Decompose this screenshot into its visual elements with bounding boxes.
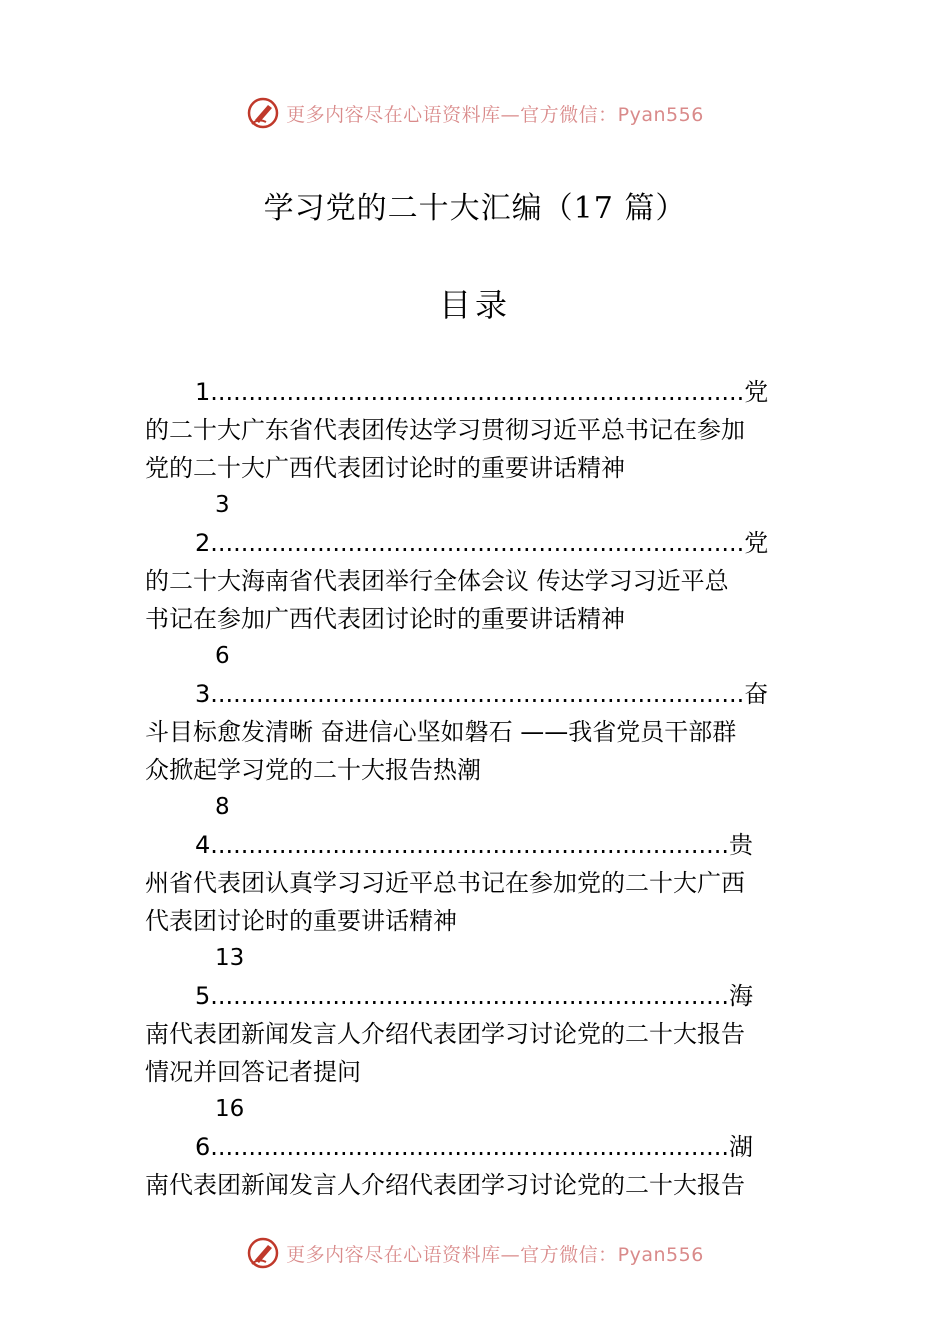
toc-entry-3[interactable] (145, 675, 845, 826)
watermark-handle: Pyan556 (617, 103, 704, 126)
toc-entry-text: 的二十大海南省代表团举行全体会议 传达学习习近平总 (145, 567, 729, 595)
watermark-text: 更多内容尽在心语资料库—官方微信：Pyan556 (286, 1243, 704, 1266)
toc-entry-lead: 6....................................................................湖 (195, 1133, 754, 1161)
toc-entry-lead: 5....................................................................海 (195, 982, 754, 1010)
toc-entry-lead: 1......................................................................党 (195, 378, 769, 406)
table-of-contents (145, 373, 845, 1204)
toc-entry-text: 州省代表团认真学习习近平总书记在参加党的二十大广西 (145, 869, 745, 897)
toc-entry-text: 众掀起学习党的二十大报告热潮 (145, 756, 481, 784)
toc-entry-page: 6 (215, 643, 230, 669)
toc-entry-text: 南代表团新闻发言人介绍代表团学习讨论党的二十大报告 (145, 1171, 745, 1199)
toc-entry-5[interactable] (145, 977, 845, 1128)
toc-entry-page: 16 (215, 1096, 245, 1122)
toc-entry-lead: 4....................................................................贵 (195, 831, 754, 859)
toc-entry-page: 13 (215, 945, 245, 971)
toc-entry-text: 代表团讨论时的重要讲话精神 (145, 907, 457, 935)
toc-entry-2[interactable] (145, 524, 845, 675)
toc-entry-text: 情况并回答记者提问 (145, 1058, 361, 1086)
toc-entry-text: 斗目标愈发清晰 奋进信心坚如磐石 ——我省党员干部群 (145, 718, 737, 746)
toc-entry-lead: 3......................................................................奋 (195, 680, 769, 708)
document-title: 学习党的二十大汇编（17 篇） (263, 191, 687, 226)
toc-entry-text: 的二十大广东省代表团传达学习贯彻习近平总书记在参加 (145, 416, 745, 444)
toc-heading: 目录 (438, 286, 511, 324)
watermark-text: 更多内容尽在心语资料库—官方微信：Pyan556 (286, 103, 704, 126)
header-watermark (0, 93, 950, 133)
toc-entry-page: 8 (215, 794, 230, 820)
pen-circle-logo-icon (246, 96, 280, 130)
toc-entry-text: 书记在参加广西代表团讨论时的重要讲话精神 (145, 605, 625, 633)
footer-watermark (0, 1233, 950, 1273)
toc-entry-lead: 2......................................................................党 (195, 529, 769, 557)
toc-entry-6[interactable] (145, 1128, 845, 1204)
toc-entry-page: 3 (215, 492, 230, 518)
toc-entry-4[interactable] (145, 826, 845, 977)
toc-entry-text: 党的二十大广西代表团讨论时的重要讲话精神 (145, 454, 625, 482)
toc-entry-1[interactable] (145, 373, 845, 524)
toc-entry-text: 南代表团新闻发言人介绍代表团学习讨论党的二十大报告 (145, 1020, 745, 1048)
watermark-handle: Pyan556 (617, 1243, 704, 1266)
pen-circle-logo-icon (246, 1236, 280, 1270)
